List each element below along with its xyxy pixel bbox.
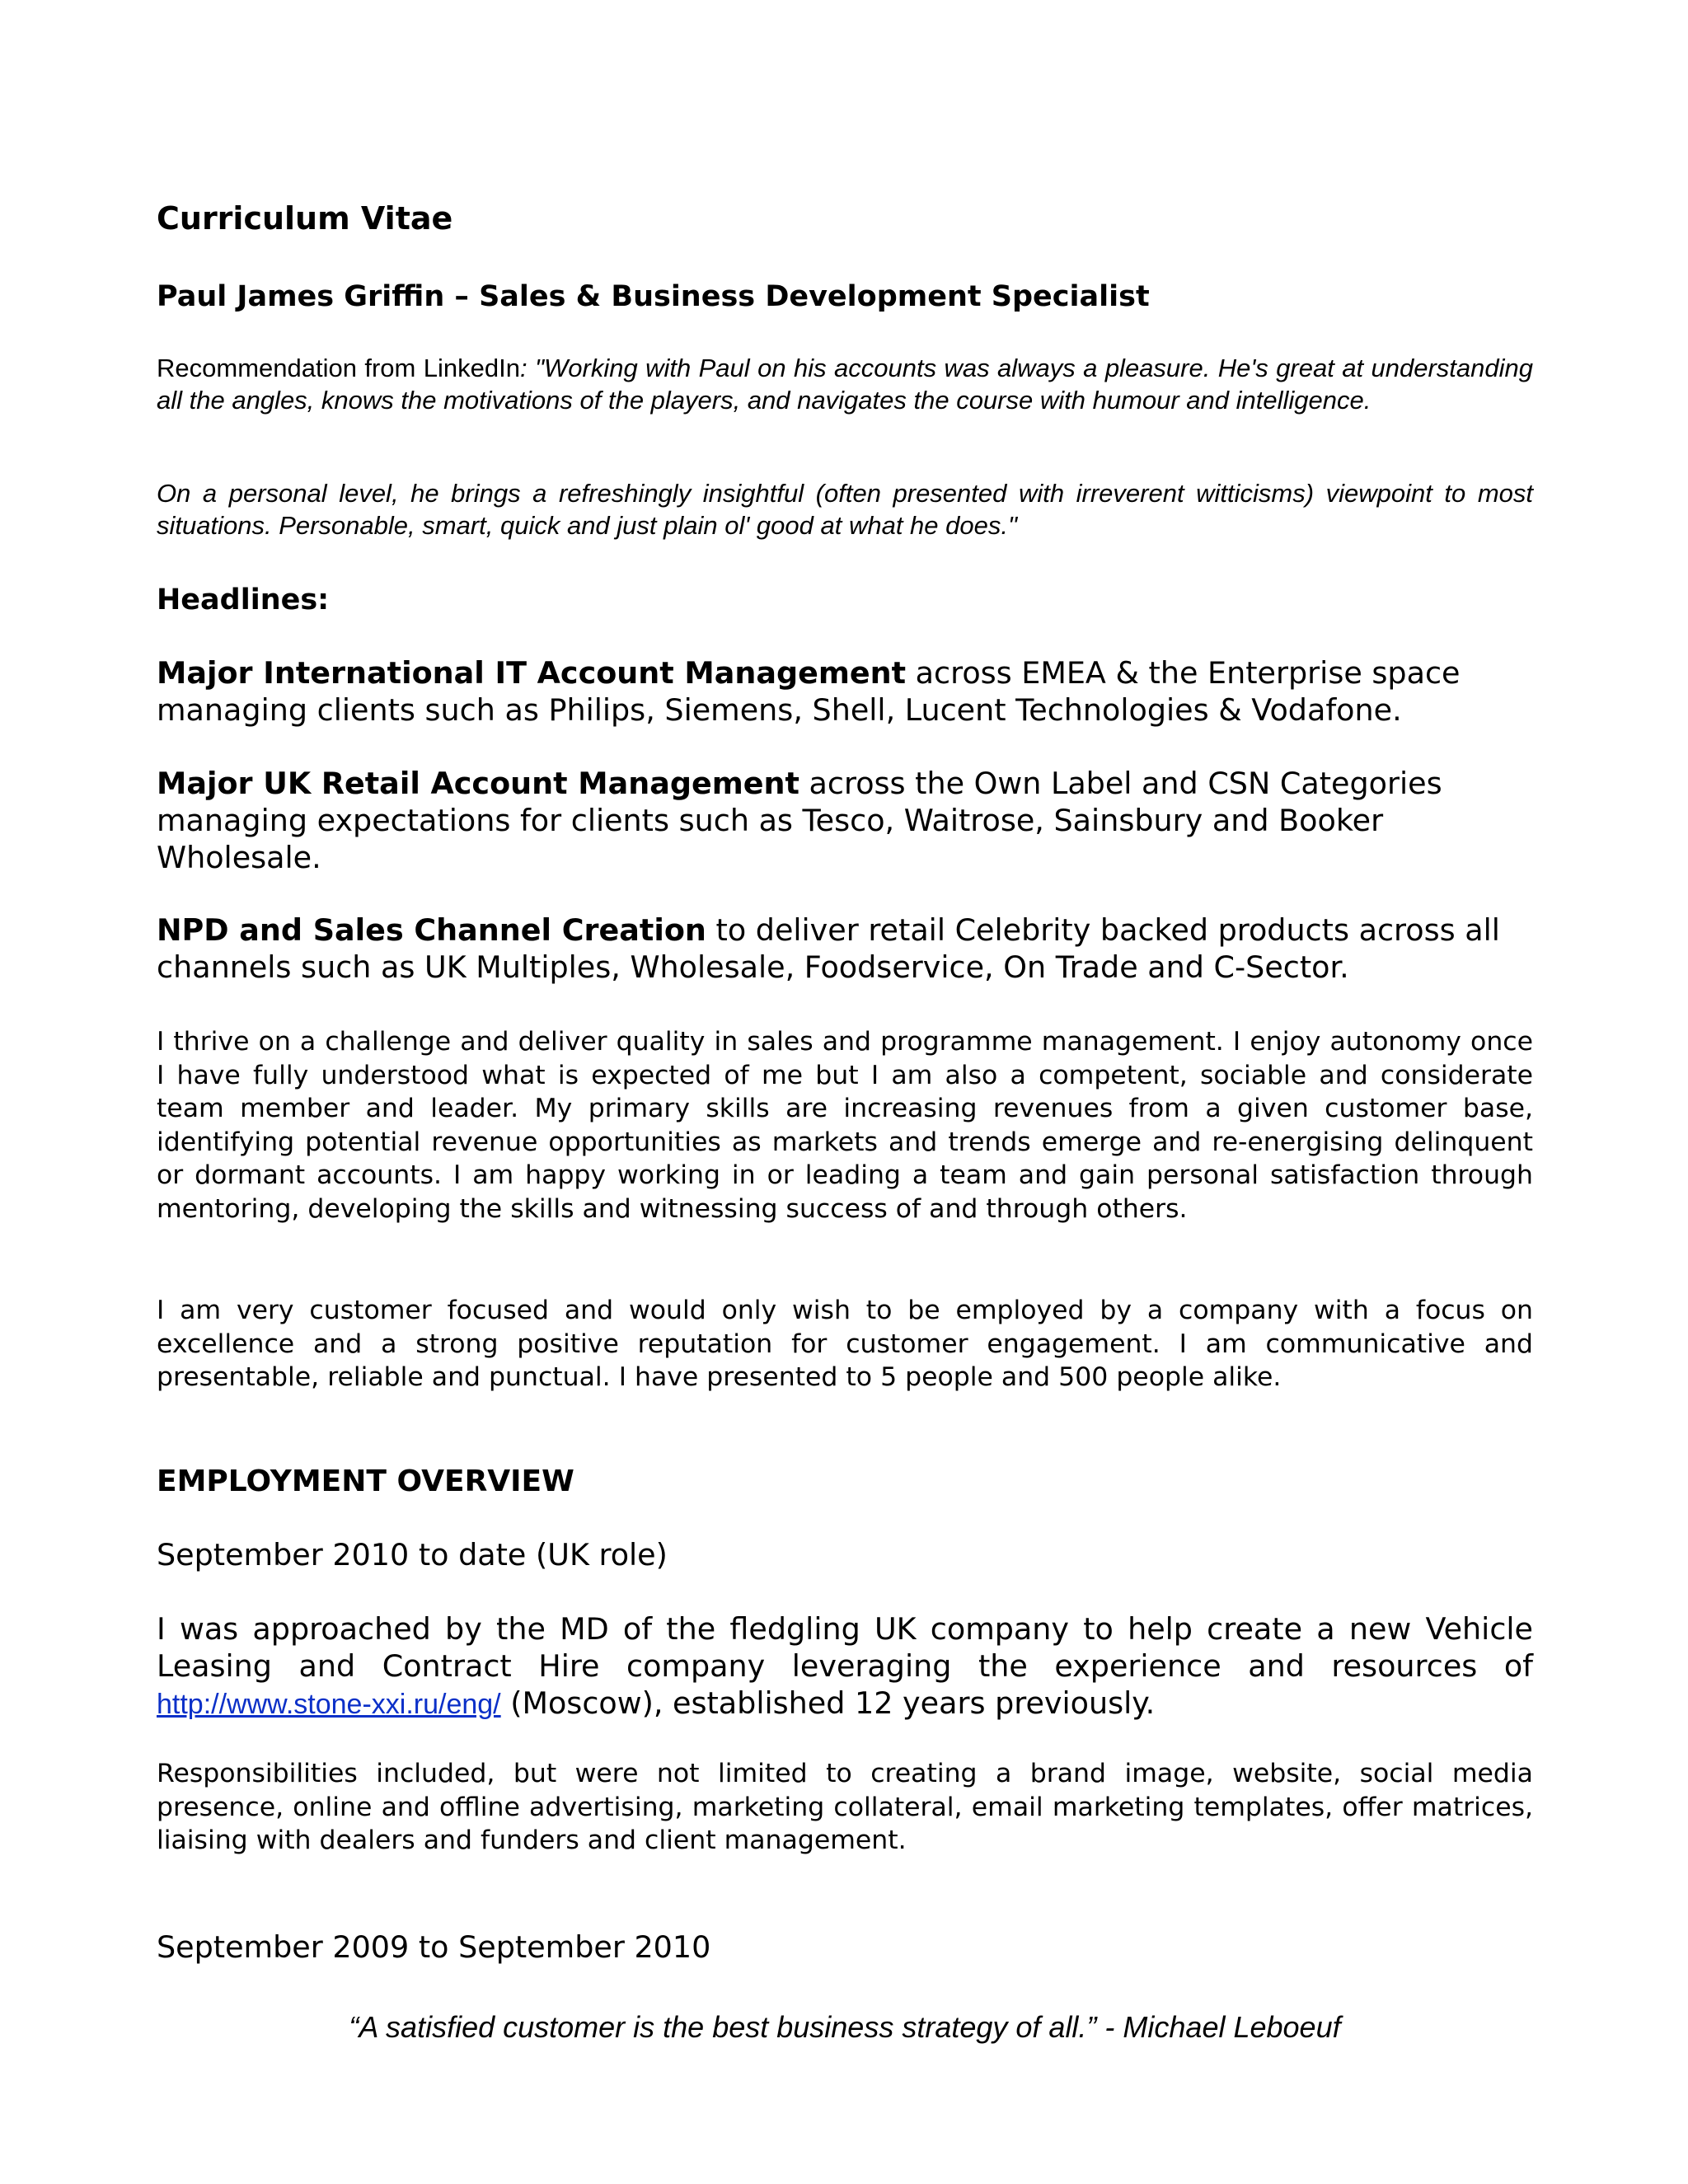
headline-item <box>157 654 1533 729</box>
headline-text: to deliver retail Celebrity backed products across all channels such as UK Multiples, Wholesale, Foodservice, On Trade and C-Sector. <box>157 912 1500 985</box>
headline-bold: Major International IT Account Management <box>157 655 907 691</box>
recommendation-label: Recommendation from LinkedIn <box>157 354 520 382</box>
recommendation-quote-part2: On a personal level, he brings a refreshingly insightful (often presented with irreverent witticisms) viewpoint to most situations. Personable, smart, quick and just plain ol' good at what he does." <box>157 479 1533 540</box>
headline-item <box>157 765 1533 876</box>
summary-paragraph-1: I thrive on a challenge and deliver quality in sales and programme management. I enjoy autonomy once I have fully understood what is expected of me but I am also a competent, sociable and considerate team member and leader. My primary skills are increasing revenues from a given customer base, identifying potential revenue opportunities as markets and trends emerge and re-energising delinquent or dormant accounts. I am happy working in or leading a team and gain personal satisfaction through mentoring, developing the skills and witnessing success of and through others. <box>157 1027 1533 1224</box>
headline-text: across the Own Label and CSN Categories managing expectations for clients such as Tesco, Waitrose, Sainsbury and Booker Wholesale. <box>157 766 1442 875</box>
recommendation-quote-part1: : "Working with Paul on his accounts was always a pleasure. He's great at understanding all the angles, knows the motivations of the players, and navigates the course with humour and intelligence. <box>157 354 1534 415</box>
page-title: Curriculum Vitae <box>157 200 453 237</box>
headline-item <box>157 912 1533 986</box>
role1-text-before: I was approached by the MD of the fledgling UK company to help create a new Vehicle Leasing and Contract Hire company leveraging the experience and resources of <box>157 1611 1533 1684</box>
headline-bold: Major UK Retail Account Management <box>157 766 799 801</box>
role1-responsibilities: Responsibilities included, but were not limited to creating a brand image, website, social media presence, online and offline advertising, marketing collateral, email marketing templates, offer matrices, liaising with dealers and funders and client management. <box>157 1759 1533 1855</box>
role1-text-after: (Moscow), established 12 years previously. <box>500 1685 1156 1721</box>
employment-heading: EMPLOYMENT OVERVIEW <box>157 1465 574 1498</box>
footer-quote: “A satisfied customer is the best business strategy of all.” - Michael Leboeuf <box>349 2010 1341 2044</box>
company-website-link[interactable]: http://www.stone-xxi.ru/eng/ <box>157 1689 501 1720</box>
role1-dates: September 2010 to date (UK role) <box>157 1537 668 1572</box>
cv-subtitle: Paul James Griffin – Sales & Business Development Specialist <box>157 280 1150 313</box>
headlines-heading: Headlines: <box>157 583 330 616</box>
role1-description <box>157 1610 1533 1723</box>
headline-bold: NPD and Sales Channel Creation <box>157 912 706 948</box>
role2-dates: September 2009 to September 2010 <box>157 1929 711 1965</box>
cv-page <box>157 0 1533 2184</box>
recommendation-paragraph <box>157 353 1533 416</box>
summary-paragraph-2: I am very customer focused and would only wish to be employed by a company with a focus on excellence and a strong positive reputation for customer engagement. I am communicative and presentable, reliable and punctual. I have presented to 5 people and 500 people alike. <box>157 1296 1533 1392</box>
headline-text: across EMEA & the Enterprise space managing clients such as Philips, Siemens, Shell, Lucent Technologies & Vodafone. <box>157 655 1461 728</box>
